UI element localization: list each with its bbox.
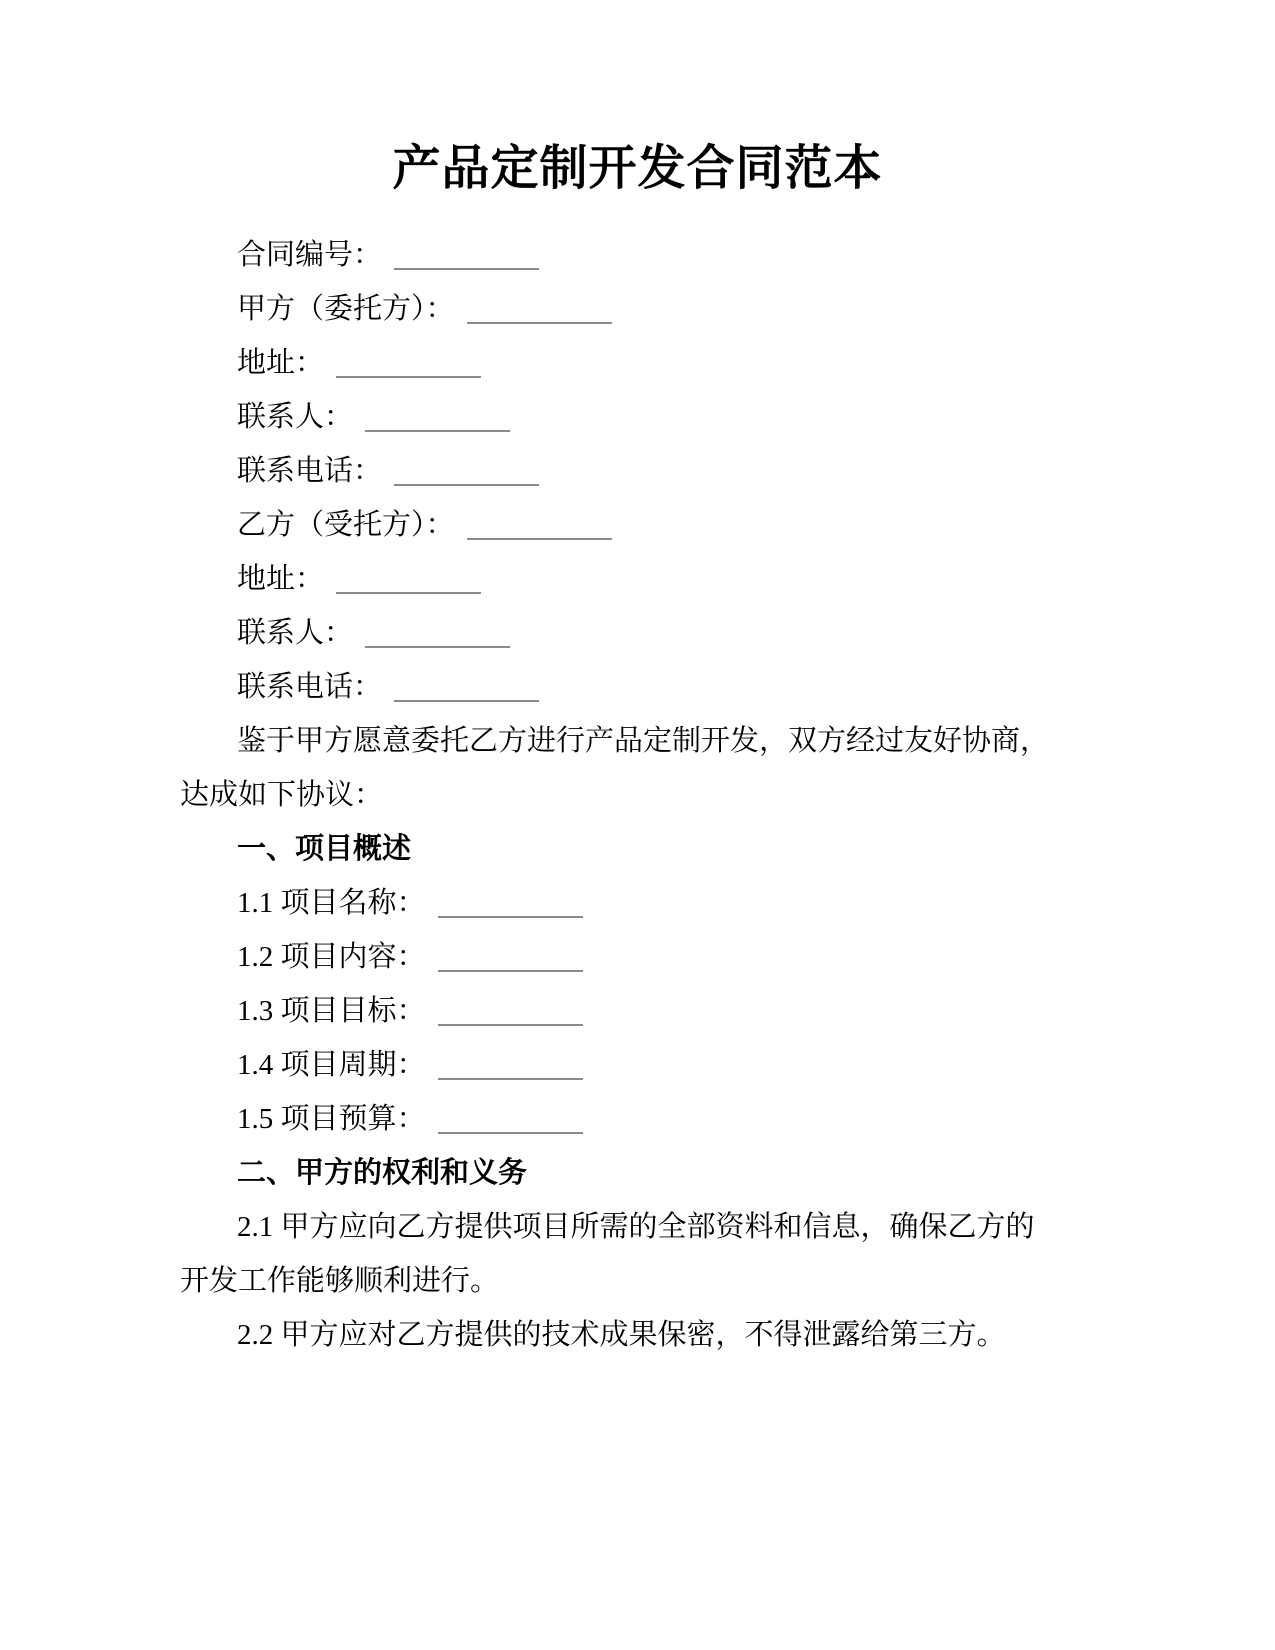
field-label: 联系人：: [237, 401, 354, 433]
field-line-party-b: [180, 498, 1095, 552]
fill-in-blank: [336, 563, 481, 594]
item-label: 1.1 项目名称：: [237, 887, 426, 919]
field-line-contract-number: [180, 228, 1095, 282]
fill-in-blank: [365, 617, 510, 648]
fill-in-blank: [467, 293, 612, 324]
field-label: 联系电话：: [237, 671, 383, 703]
field-label: 甲方（委托方）：: [237, 293, 455, 325]
fill-in-blank: [438, 941, 583, 972]
item-project-content: [180, 930, 1095, 984]
clause-2-1-line-1: 2.1 甲方应向乙方提供项目所需的全部资料和信息，确保乙方的: [237, 1211, 1035, 1243]
field-line-party-a-phone: [180, 444, 1095, 498]
fill-in-blank: [438, 1049, 583, 1080]
field-label: 合同编号：: [237, 239, 383, 271]
item-label: 1.4 项目周期：: [237, 1049, 426, 1081]
field-label: 地址：: [237, 563, 325, 595]
item-project-budget: [180, 1092, 1095, 1146]
fill-in-blank: [438, 1103, 583, 1134]
field-label: 联系电话：: [237, 455, 383, 487]
document-body: [180, 228, 1095, 1362]
field-line-party-b-address: [180, 552, 1095, 606]
fill-in-blank: [438, 887, 583, 918]
field-line-party-b-contact: [180, 606, 1095, 660]
item-project-period: [180, 1038, 1095, 1092]
item-label: 1.5 项目预算：: [237, 1103, 426, 1135]
document-title: 产品定制开发合同范本: [392, 142, 883, 195]
field-label: 地址：: [237, 347, 325, 379]
field-line-party-a: [180, 282, 1095, 336]
fill-in-blank: [365, 401, 510, 432]
item-project-goal: [180, 984, 1095, 1038]
fill-in-blank: [336, 347, 481, 378]
field-line-party-a-address: [180, 336, 1095, 390]
section-1-heading: 一、项目概述: [237, 833, 412, 865]
fill-in-blank: [394, 455, 539, 486]
field-label: 联系人：: [237, 617, 354, 649]
field-line-party-a-contact: [180, 390, 1095, 444]
field-label: 乙方（受托方）：: [237, 509, 455, 541]
preamble-line-2: 达成如下协议：: [180, 779, 384, 811]
fill-in-blank: [394, 671, 539, 702]
item-label: 1.3 项目目标：: [237, 995, 426, 1027]
fill-in-blank: [467, 509, 612, 540]
clause-2-1-line-2: 开发工作能够顺利进行。: [180, 1265, 500, 1297]
preamble-line-1: 鉴于甲方愿意委托乙方进行产品定制开发，双方经过友好协商，: [237, 725, 1050, 757]
fill-in-blank: [438, 995, 583, 1026]
section-2-heading: 二、甲方的权利和义务: [237, 1157, 528, 1189]
item-project-name: [180, 876, 1095, 930]
field-line-party-b-phone: [180, 660, 1095, 714]
fill-in-blank: [394, 239, 539, 270]
item-label: 1.2 项目内容：: [237, 941, 426, 973]
clause-2-2: 2.2 甲方应对乙方提供的技术成果保密，不得泄露给第三方。: [237, 1319, 1006, 1351]
